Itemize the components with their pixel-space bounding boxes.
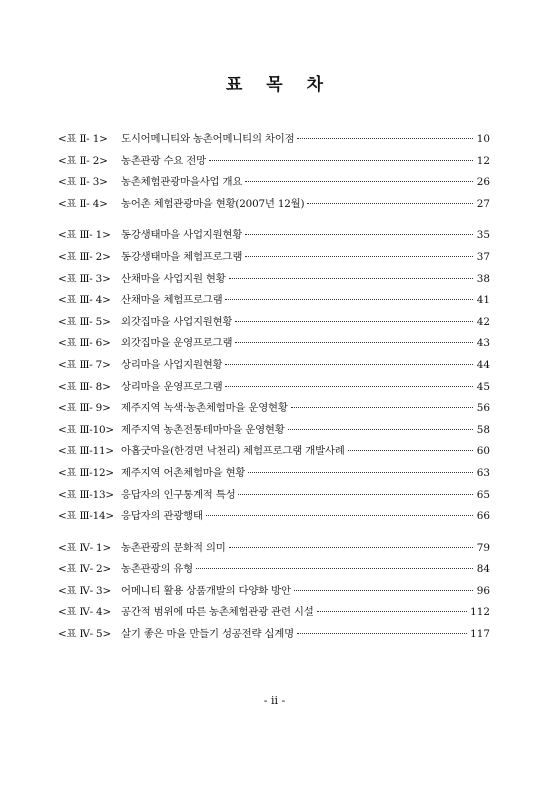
entry-page-number: 60 [476, 445, 490, 458]
toc-entry[interactable] [58, 356, 490, 378]
dot-leader [245, 181, 473, 182]
entry-page-number: 58 [476, 423, 490, 436]
entry-label: <표 Ⅲ-13> [58, 488, 114, 501]
dot-leader [225, 299, 473, 300]
entry-label: <표 Ⅳ- 2> [58, 563, 111, 576]
entry-title: 산채마을 체험프로그램 [121, 294, 223, 307]
entry-title: 산채마을 사업지원 현황 [121, 272, 226, 285]
entry-title: 상리마을 사업지원현황 [121, 358, 223, 371]
entry-page-number: 45 [476, 380, 490, 393]
page-number: - ii - [263, 694, 286, 707]
toc-entry[interactable] [58, 226, 490, 248]
toc-entry[interactable] [58, 539, 490, 561]
entry-title: 동강생태마을 사업지원현황 [121, 229, 243, 242]
table-of-tables [58, 130, 490, 657]
toc-entry[interactable] [58, 603, 490, 625]
entry-label: <표 Ⅲ- 3> [58, 272, 111, 285]
entry-page-number: 38 [476, 272, 490, 285]
entry-label: <표 Ⅲ- 2> [58, 250, 111, 263]
toc-entry[interactable] [58, 152, 490, 174]
page-title: 표 목 차 [225, 75, 333, 95]
entry-label: <표 Ⅲ- 5> [58, 315, 111, 328]
entry-label: <표 Ⅲ- 9> [58, 402, 111, 415]
entry-label: <표 Ⅲ- 8> [58, 380, 111, 393]
entry-page-number: 56 [476, 402, 490, 415]
toc-group [58, 539, 490, 647]
entry-label: <표 Ⅲ-12> [58, 466, 114, 479]
entry-label: <표 Ⅳ- 1> [58, 541, 111, 554]
dot-leader [245, 234, 473, 235]
toc-entry[interactable] [58, 464, 490, 486]
entry-label: <표 Ⅲ-10> [58, 423, 114, 436]
entry-page-number: 12 [476, 154, 490, 167]
entry-label: <표 Ⅲ-11> [58, 445, 114, 458]
entry-page-number: 37 [476, 250, 490, 263]
entry-label: <표 Ⅲ- 4> [58, 294, 111, 307]
dot-leader [317, 611, 468, 612]
entry-page-number: 27 [476, 197, 490, 210]
entry-title: 제주지역 녹색·농촌체험마을 운영현황 [121, 402, 288, 415]
dot-leader [196, 568, 473, 569]
entry-page-number: 79 [476, 541, 490, 554]
entry-label: <표 Ⅱ- 2> [58, 154, 108, 167]
entry-label: <표 Ⅱ- 1> [58, 133, 108, 145]
toc-entry[interactable] [58, 291, 490, 313]
dot-leader [238, 494, 473, 495]
toc-group [58, 130, 490, 216]
dot-leader [229, 547, 473, 548]
toc-entry[interactable] [58, 582, 490, 604]
entry-page-number: 84 [476, 563, 490, 576]
entry-title: 농어촌 체험관광마을 현황(2007년 12월) [121, 197, 305, 210]
entry-page-number: 42 [476, 315, 490, 328]
entry-title: 어메니티 활용 상품개발의 다양화 방안 [121, 584, 291, 597]
entry-page-number: 10 [476, 133, 490, 145]
dot-leader [209, 160, 473, 161]
entry-label: <표 Ⅲ- 1> [58, 229, 111, 242]
entry-label: <표 Ⅱ- 4> [58, 197, 108, 210]
dot-leader [248, 472, 473, 473]
entry-title: 농촌관광 수요 전망 [121, 154, 206, 167]
entry-title: 외갓집마을 운영프로그램 [121, 337, 233, 350]
toc-entry[interactable] [58, 399, 490, 421]
entry-page-number: 96 [476, 584, 490, 597]
toc-group [58, 226, 490, 528]
dot-leader [206, 515, 473, 516]
entry-label: <표 Ⅳ- 5> [58, 628, 111, 641]
entry-title: 도시어메니티와 농촌어메니티의 차이점 [121, 133, 295, 145]
dot-leader [288, 429, 473, 430]
entry-title: 농촌체험관광마을사업 개요 [121, 176, 243, 189]
toc-entry[interactable] [58, 560, 490, 582]
toc-entry[interactable] [58, 195, 490, 217]
dot-leader [229, 278, 473, 279]
entry-title: 농촌관광의 유형 [121, 563, 193, 576]
dot-leader [348, 450, 473, 451]
dot-leader [307, 203, 473, 204]
entry-title: 공간적 범위에 따른 농촌체험관광 관련 시설 [121, 606, 314, 619]
entry-page-number: 117 [470, 628, 490, 641]
entry-page-number: 41 [476, 294, 490, 307]
entry-label: <표 Ⅳ- 4> [58, 606, 111, 619]
dot-leader [225, 364, 473, 365]
entry-page-number: 112 [470, 606, 490, 619]
entry-page-number: 35 [476, 229, 490, 242]
toc-entry[interactable] [58, 442, 490, 464]
dot-leader [245, 256, 473, 257]
toc-entry[interactable] [58, 334, 490, 356]
entry-title: 응답자의 관광행태 [121, 510, 203, 523]
toc-entry[interactable] [58, 130, 490, 152]
entry-label: <표 Ⅲ-14> [58, 510, 114, 523]
toc-entry[interactable] [58, 421, 490, 443]
entry-page-number: 65 [476, 488, 490, 501]
entry-page-number: 66 [476, 510, 490, 523]
entry-label: <표 Ⅱ- 3> [58, 176, 108, 189]
dot-leader [297, 138, 473, 139]
dot-leader [297, 633, 467, 634]
toc-entry[interactable] [58, 378, 490, 400]
toc-entry[interactable] [58, 270, 490, 292]
dot-leader [294, 590, 473, 591]
entry-title: 제주지역 농촌전통테마마을 운영현황 [121, 423, 285, 436]
toc-entry[interactable] [58, 625, 490, 647]
entry-title: 아홉굿마을(한경면 낙천리) 체험프로그램 개발사례 [121, 445, 345, 458]
entry-title: 제주지역 어촌체험마을 현황 [121, 466, 246, 479]
toc-entry[interactable] [58, 486, 490, 508]
entry-page-number: 43 [476, 337, 490, 350]
dot-leader [225, 386, 473, 387]
entry-label: <표 Ⅲ- 7> [58, 358, 111, 371]
toc-entry[interactable] [58, 507, 490, 529]
entry-title: 동강생태마을 체험프로그램 [121, 250, 243, 263]
entry-title: 상리마을 운영프로그램 [121, 380, 223, 393]
dot-leader [235, 342, 473, 343]
dot-leader [235, 321, 473, 322]
entry-page-number: 26 [476, 176, 490, 189]
entry-label: <표 Ⅳ- 3> [58, 584, 111, 597]
entry-page-number: 44 [476, 358, 490, 371]
toc-entry[interactable] [58, 248, 490, 270]
entry-title: 응답자의 인구통계적 특성 [121, 488, 236, 501]
entry-title: 살기 좋은 마을 만들기 성공전략 십계명 [121, 628, 294, 641]
entry-label: <표 Ⅲ- 6> [58, 337, 111, 350]
toc-entry[interactable] [58, 313, 490, 335]
entry-title: 농촌관광의 문화적 의미 [121, 541, 226, 554]
toc-entry[interactable] [58, 173, 490, 195]
entry-page-number: 63 [476, 466, 490, 479]
dot-leader [291, 407, 473, 408]
entry-title: 외갓집마을 사업지원현황 [121, 315, 233, 328]
